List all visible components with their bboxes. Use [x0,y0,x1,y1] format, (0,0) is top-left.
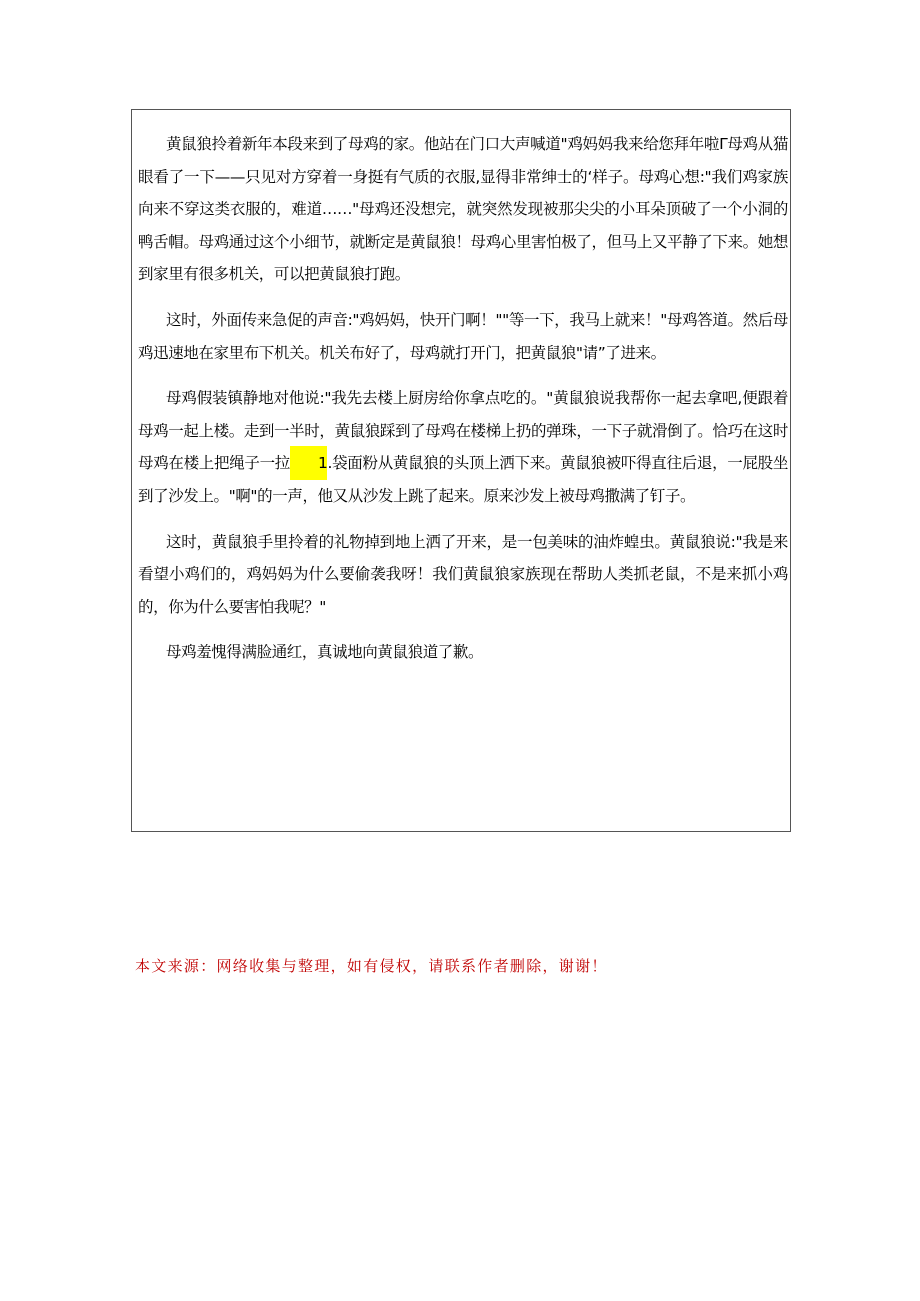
story-paragraph-3-after: .袋面粉从黄鼠狼的头顶上洒下来。黄鼠狼被吓得直往后退，一屁股坐到了沙发上。"啊"的一声，他又从沙发上跳了起来。原来沙发上被母鸡撒满了钉子。 [138,454,788,505]
story-paragraph-4: 这时，黄鼠狼手里拎着的礼物掉到地上洒了开来，是一包美味的油炸蝗虫。黄鼠狼说:"我是来看望小鸡们的，鸡妈妈为什么要偷袭我呀！我们黄鼠狼家族现在帮助人类抓老鼠，不是来抓小鸡的，你为什么要害怕我呢？" [138,532,788,616]
story-paragraph-3 [138,382,788,512]
story-paragraph-1: 黄鼠狼拎着新年本段来到了母鸡的家。他站在门口大声喊道"鸡妈妈我来给您拜年啦Γ母鸡从猫眼看了一下——只见对方穿着一身挺有气质的衣服,显得非常绅士的‘样子。母鸡心想:"我们鸡家族向来不穿这类衣服的，难道……"母鸡还没想完，就突然发现被那尖尖的小耳朵顶破了一个小洞的鸭舌帽。母鸡通过这个小细节，就断定是黄鼠狼！母鸡心里害怕极了，但马上又平静了下来。她想到家里有很多机关，可以把黄鼠狼打跑。 [138,135,788,284]
story-paragraph-5: 母鸡羞愧得满脸通红，真诚地向黄鼠狼道了歉。 [166,643,484,662]
highlighted-number: 1 [290,446,327,480]
source-disclaimer: 本文来源：网络收集与整理，如有侵权，请联系作者删除，谢谢！ [135,957,608,975]
story-text-box [131,109,791,832]
story-paragraph-2: 这时，外面传来急促的声音:"鸡妈妈，快开门啊！""等一下，我马上就来！"母鸡答道。然后母鸡迅速地在家里布下机关。机关布好了，母鸡就打开门，把黄鼠狼"请”了进来。 [138,310,788,362]
story-paragraph-3-before: 母鸡假装镇静地对他说:"我先去楼上厨房给你拿点吃的。"黄鼠狼说我帮你一起去拿吧,便跟着母鸡一起上楼。走到一半时，黄鼠狼踩到了母鸡在楼梯上扔的弹珠，一下子就滑倒了。恰巧在这时母鸡在楼上把绳子一拉 [138,389,788,473]
